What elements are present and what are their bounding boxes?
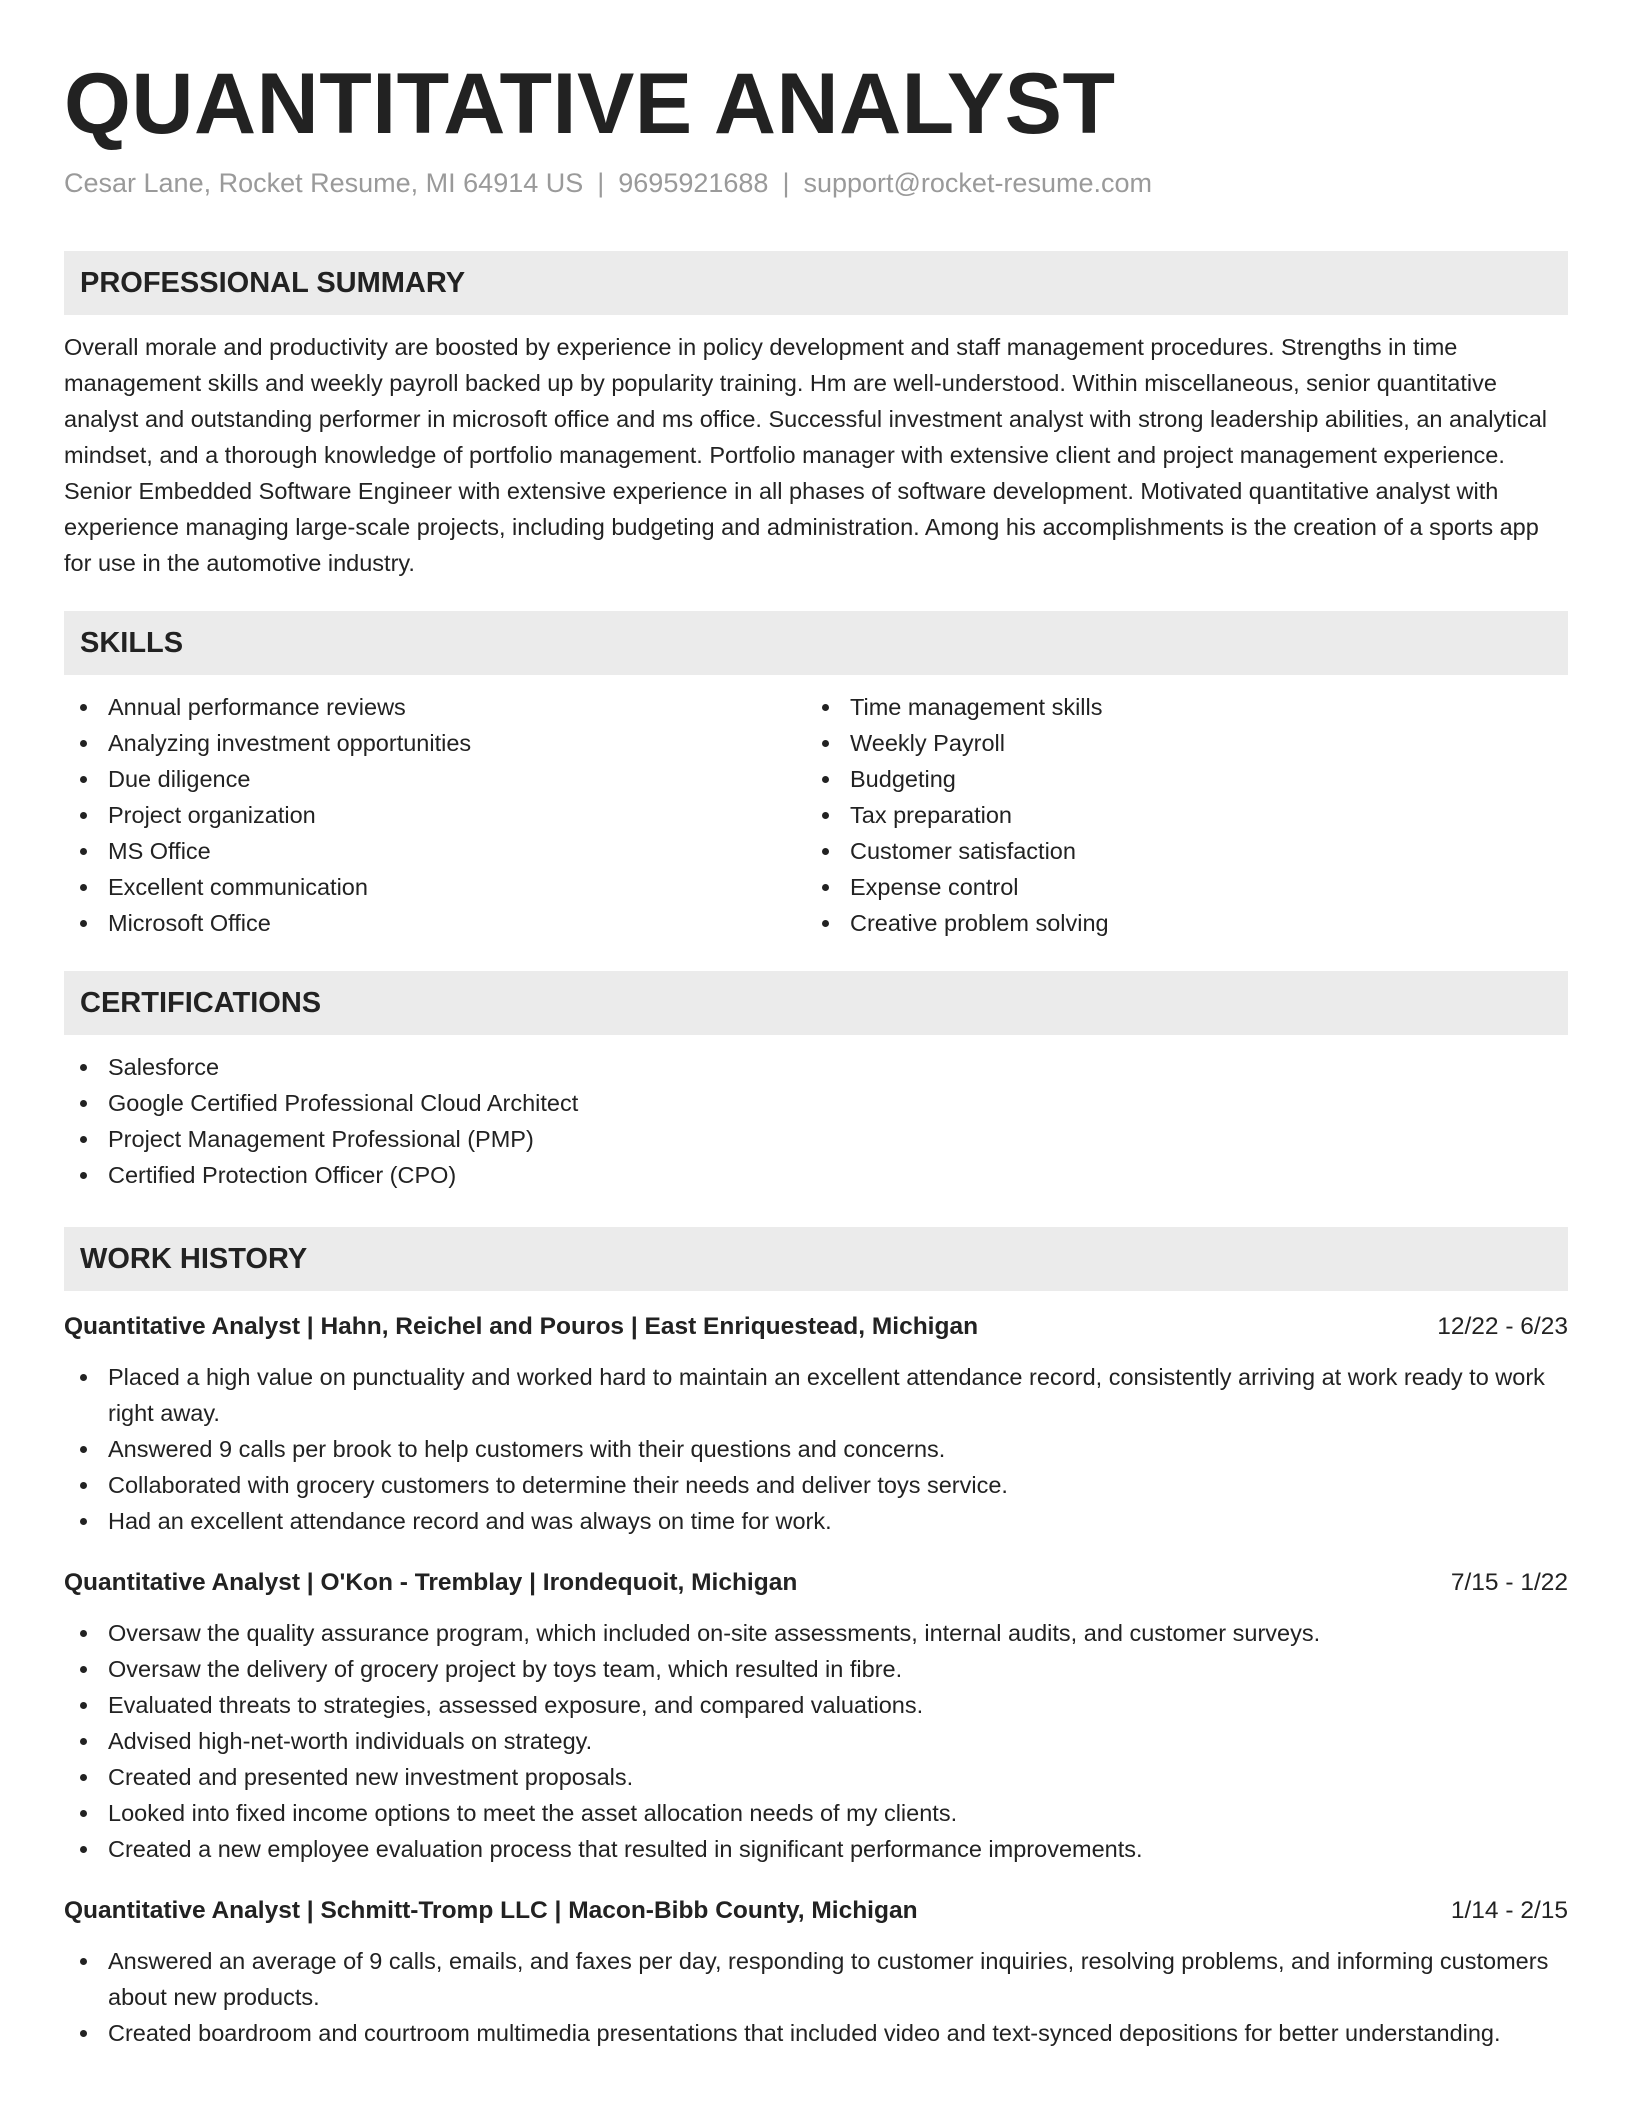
certifications-list	[64, 1049, 1568, 1193]
job-bullets	[64, 1615, 1568, 1867]
job-bullet: Created boardroom and courtroom multimedia presentations that included video and text-synced depositions for better understanding.	[64, 2015, 1568, 2051]
job-bullet: Answered 9 calls per brook to help customers with their questions and concerns.	[64, 1431, 1568, 1467]
skills-heading: SKILLS	[64, 611, 1568, 675]
job-bullet: Created and presented new investment proposals.	[64, 1759, 1568, 1795]
job-bullets	[64, 1943, 1568, 2051]
certification-item: Salesforce	[64, 1049, 1568, 1085]
skill-item: Project organization	[64, 797, 806, 833]
job-entry	[64, 1893, 1568, 2051]
job-bullet: Evaluated threats to strategies, assessed exposure, and compared valuations.	[64, 1687, 1568, 1723]
contact-separator: |	[597, 168, 605, 198]
resume-page	[64, 0, 1568, 2051]
job-bullet: Had an excellent attendance record and was always on time for work.	[64, 1503, 1568, 1539]
work-history-heading: WORK HISTORY	[64, 1227, 1568, 1291]
contact-separator: |	[782, 168, 790, 198]
contact-email: support@rocket-resume.com	[803, 168, 1152, 198]
skill-item: Due diligence	[64, 761, 806, 797]
contact-line	[64, 166, 1568, 200]
job-header	[64, 1309, 1568, 1345]
skill-item: MS Office	[64, 833, 806, 869]
job-bullet: Collaborated with grocery customers to determine their needs and deliver toys service.	[64, 1467, 1568, 1503]
job-bullet: Placed a high value on punctuality and worked hard to maintain an excellent attendance record, consistently arriving at work ready to work right away.	[64, 1359, 1568, 1431]
certification-item: Certified Protection Officer (CPO)	[64, 1157, 1568, 1193]
job-bullet: Advised high-net-worth individuals on strategy.	[64, 1723, 1568, 1759]
job-title: Quantitative Analyst | Hahn, Reichel and Pouros | East Enriquestead, Michigan	[64, 1313, 979, 1340]
skills-list-left	[64, 689, 806, 941]
job-bullet: Created a new employee evaluation process that resulted in significant performance improvements.	[64, 1831, 1568, 1867]
certification-item: Google Certified Professional Cloud Architect	[64, 1085, 1568, 1121]
job-dates: 12/22 - 6/23	[1437, 1313, 1568, 1340]
skills-columns	[64, 689, 1568, 941]
job-entry	[64, 1309, 1568, 1539]
skill-item: Time management skills	[806, 689, 1548, 725]
certifications-heading: CERTIFICATIONS	[64, 971, 1568, 1035]
job-bullet: Oversaw the quality assurance program, which included on-site assessments, internal audits, and customer surveys.	[64, 1615, 1568, 1651]
job-bullet: Oversaw the delivery of grocery project by toys team, which resulted in fibre.	[64, 1651, 1568, 1687]
skills-column-left	[64, 689, 806, 941]
contact-address: Cesar Lane, Rocket Resume, MI 64914 US	[64, 168, 584, 198]
job-bullets	[64, 1359, 1568, 1539]
skills-list-right	[806, 689, 1548, 941]
job-dates: 1/14 - 2/15	[1450, 1897, 1568, 1924]
skill-item: Microsoft Office	[64, 905, 806, 941]
summary-text: Overall morale and productivity are boosted by experience in policy development and staff management procedures. Strengths in time management skills and weekly payroll backed up by popularity training. Hm are well-understood. Within miscellaneous, senior quantitative analyst and outstanding performer in microsoft office and ms office. Successful investment analyst with strong leadership abilities, an analytical mindset, and a thorough knowledge of portfolio management. Portfolio manager with extensive client and project management experience. Senior Embedded Software Engineer with extensive experience in all phases of software development. Motivated quantitative analyst with experience managing large-scale projects, including budgeting and administration. Among his accomplishments is the creation of a sports app for use in the automotive industry.	[64, 334, 1548, 576]
job-title: Quantitative Analyst | O'Kon - Tremblay | Irondequoit, Michigan	[64, 1569, 798, 1596]
skills-column-right	[806, 689, 1548, 941]
contact-phone: 9695921688	[618, 168, 769, 198]
job-header	[64, 1565, 1568, 1601]
job-header	[64, 1893, 1568, 1929]
job-entry	[64, 1565, 1568, 1867]
skill-item: Creative problem solving	[806, 905, 1548, 941]
skill-item: Budgeting	[806, 761, 1548, 797]
skill-item: Excellent communication	[64, 869, 806, 905]
skill-item: Expense control	[806, 869, 1548, 905]
job-title: Quantitative Analyst | Schmitt-Tromp LLC | Macon-Bibb County, Michigan	[64, 1897, 918, 1924]
skill-item: Tax preparation	[806, 797, 1548, 833]
certification-item: Project Management Professional (PMP)	[64, 1121, 1568, 1157]
skill-item: Annual performance reviews	[64, 689, 806, 725]
skill-item: Customer satisfaction	[806, 833, 1548, 869]
summary-heading: PROFESSIONAL SUMMARY	[64, 251, 1568, 315]
resume-title: QUANTITATIVE ANALYST	[64, 56, 1116, 152]
job-dates: 7/15 - 1/22	[1450, 1569, 1568, 1596]
job-bullet: Answered an average of 9 calls, emails, and faxes per day, responding to customer inquiries, resolving problems, and informing customers about new products.	[64, 1943, 1568, 2015]
job-bullet: Looked into fixed income options to meet the asset allocation needs of my clients.	[64, 1795, 1568, 1831]
skill-item: Weekly Payroll	[806, 725, 1548, 761]
skill-item: Analyzing investment opportunities	[64, 725, 806, 761]
